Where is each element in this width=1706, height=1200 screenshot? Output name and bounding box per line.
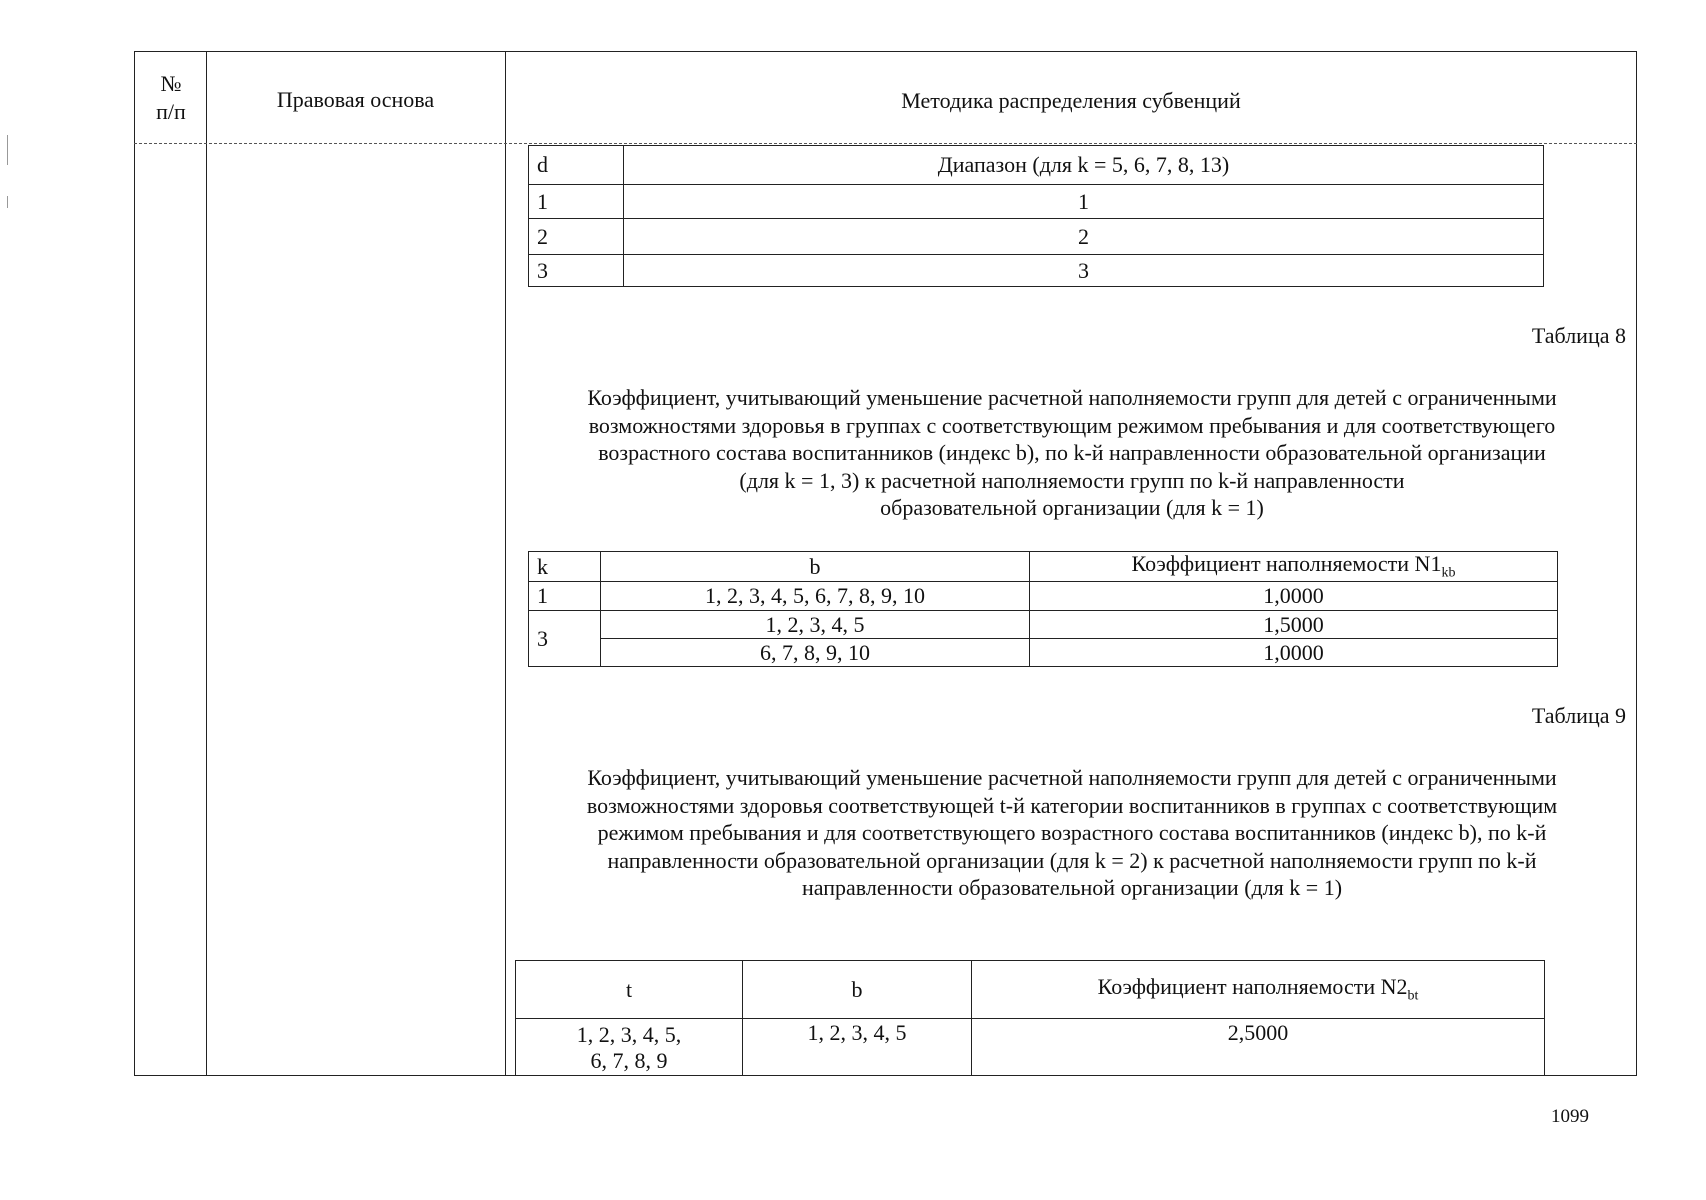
title-line: возможностями здоровья в группах с соответствующим режимом пребывания и для соответствующего bbox=[588, 412, 1556, 438]
header-legal-basis: Правовая основа bbox=[276, 87, 435, 112]
coef-label: Коэффициент наполняемости N1 bbox=[1131, 550, 1442, 576]
header-cell-b: b bbox=[601, 552, 1030, 582]
range-table bbox=[528, 145, 1544, 287]
table-row bbox=[529, 219, 1544, 255]
table8-caption: Таблица 8 bbox=[1531, 323, 1626, 348]
cell-coef: 2,5000 bbox=[972, 1019, 1545, 1076]
title-line: (для k = 1, 3) к расчетной наполняемости групп по k-й направленности bbox=[739, 467, 1405, 493]
header-cell-b: b bbox=[743, 961, 972, 1019]
header-cell-range: Диапазон (для k = 5, 6, 7, 8, 13) bbox=[624, 146, 1544, 185]
scan-mark bbox=[7, 135, 8, 165]
column-divider-2 bbox=[505, 51, 506, 1076]
header-methodology: Методика распределения субвенций bbox=[901, 88, 1241, 113]
table9-title bbox=[508, 764, 1636, 902]
cell-d: 2 bbox=[529, 219, 624, 255]
table9-caption: Таблица 9 bbox=[1531, 703, 1626, 728]
header-cell-d: d bbox=[529, 146, 624, 185]
table-header-row bbox=[529, 552, 1558, 582]
table9 bbox=[515, 960, 1545, 1076]
page-number: 1099 bbox=[1551, 1106, 1589, 1127]
title-line: Коэффициент, учитывающий уменьшение расчетной наполняемости групп для детей с ограниченными bbox=[587, 765, 1557, 790]
cell-t-line: 6, 7, 8, 9 bbox=[590, 1048, 668, 1074]
coef-label: Коэффициент наполняемости N2 bbox=[1097, 973, 1408, 999]
header-divider bbox=[134, 143, 1637, 144]
header-cell-coef bbox=[972, 961, 1545, 1019]
header-number-sign: № bbox=[160, 71, 182, 96]
header-cell-coef bbox=[1030, 552, 1558, 582]
title-line: возможностями здоровья соответствующей t-й категории воспитанников в группах с соответствующим bbox=[586, 792, 1558, 818]
table-row bbox=[529, 582, 1558, 611]
table-header-row bbox=[516, 961, 1545, 1019]
title-line: направленности образовательной организации (для k = 2) к расчетной наполняемости групп по k-й bbox=[607, 847, 1537, 873]
table-row bbox=[529, 255, 1544, 287]
table-row bbox=[529, 611, 1558, 639]
cell-coef: 1,5000 bbox=[1030, 611, 1558, 639]
cell-coef: 1,0000 bbox=[1030, 582, 1558, 611]
cell-b: 1, 2, 3, 4, 5 bbox=[743, 1019, 972, 1076]
cell-range: 2 bbox=[624, 219, 1544, 255]
header-cell-k: k bbox=[529, 552, 601, 582]
cell-k: 3 bbox=[529, 611, 601, 667]
coef-subscript: kb bbox=[1441, 565, 1456, 581]
header-cell-t: t bbox=[516, 961, 743, 1019]
header-number-abbrev: п/п bbox=[156, 98, 186, 124]
cell-b: 6, 7, 8, 9, 10 bbox=[601, 639, 1030, 667]
cell-d: 3 bbox=[529, 255, 624, 287]
cell-t-line: 1, 2, 3, 4, 5, bbox=[576, 1022, 682, 1047]
cell-t bbox=[516, 1019, 743, 1076]
table-header-row bbox=[529, 146, 1544, 185]
cell-range: 3 bbox=[624, 255, 1544, 287]
cell-b: 1, 2, 3, 4, 5, 6, 7, 8, 9, 10 bbox=[601, 582, 1030, 611]
table-row bbox=[516, 1019, 1545, 1076]
cell-k: 1 bbox=[529, 582, 601, 611]
cell-b: 1, 2, 3, 4, 5 bbox=[601, 611, 1030, 639]
table-row bbox=[529, 185, 1544, 219]
title-line: возрастного состава воспитанников (индекс b), по k-й направленности образовательной организации bbox=[598, 440, 1546, 465]
column-divider-1 bbox=[206, 51, 207, 1076]
title-line: образовательной организации (для k = 1) bbox=[880, 495, 1264, 520]
cell-d: 1 bbox=[529, 185, 624, 219]
table8 bbox=[528, 551, 1558, 667]
header-number-column bbox=[136, 70, 206, 125]
table8-title bbox=[508, 384, 1636, 522]
title-line: Коэффициент, учитывающий уменьшение расчетной наполняемости групп для детей с ограниченными bbox=[587, 385, 1557, 410]
scan-mark bbox=[7, 196, 8, 208]
title-line: режимом пребывания и для соответствующего возрастного состава воспитанников (индекс b), по k-й bbox=[597, 820, 1547, 845]
cell-range: 1 bbox=[624, 185, 1544, 219]
coef-subscript: bt bbox=[1407, 988, 1419, 1004]
cell-coef: 1,0000 bbox=[1030, 639, 1558, 667]
table-row bbox=[529, 639, 1558, 667]
title-line: направленности образовательной организации (для k = 1) bbox=[801, 875, 1343, 900]
